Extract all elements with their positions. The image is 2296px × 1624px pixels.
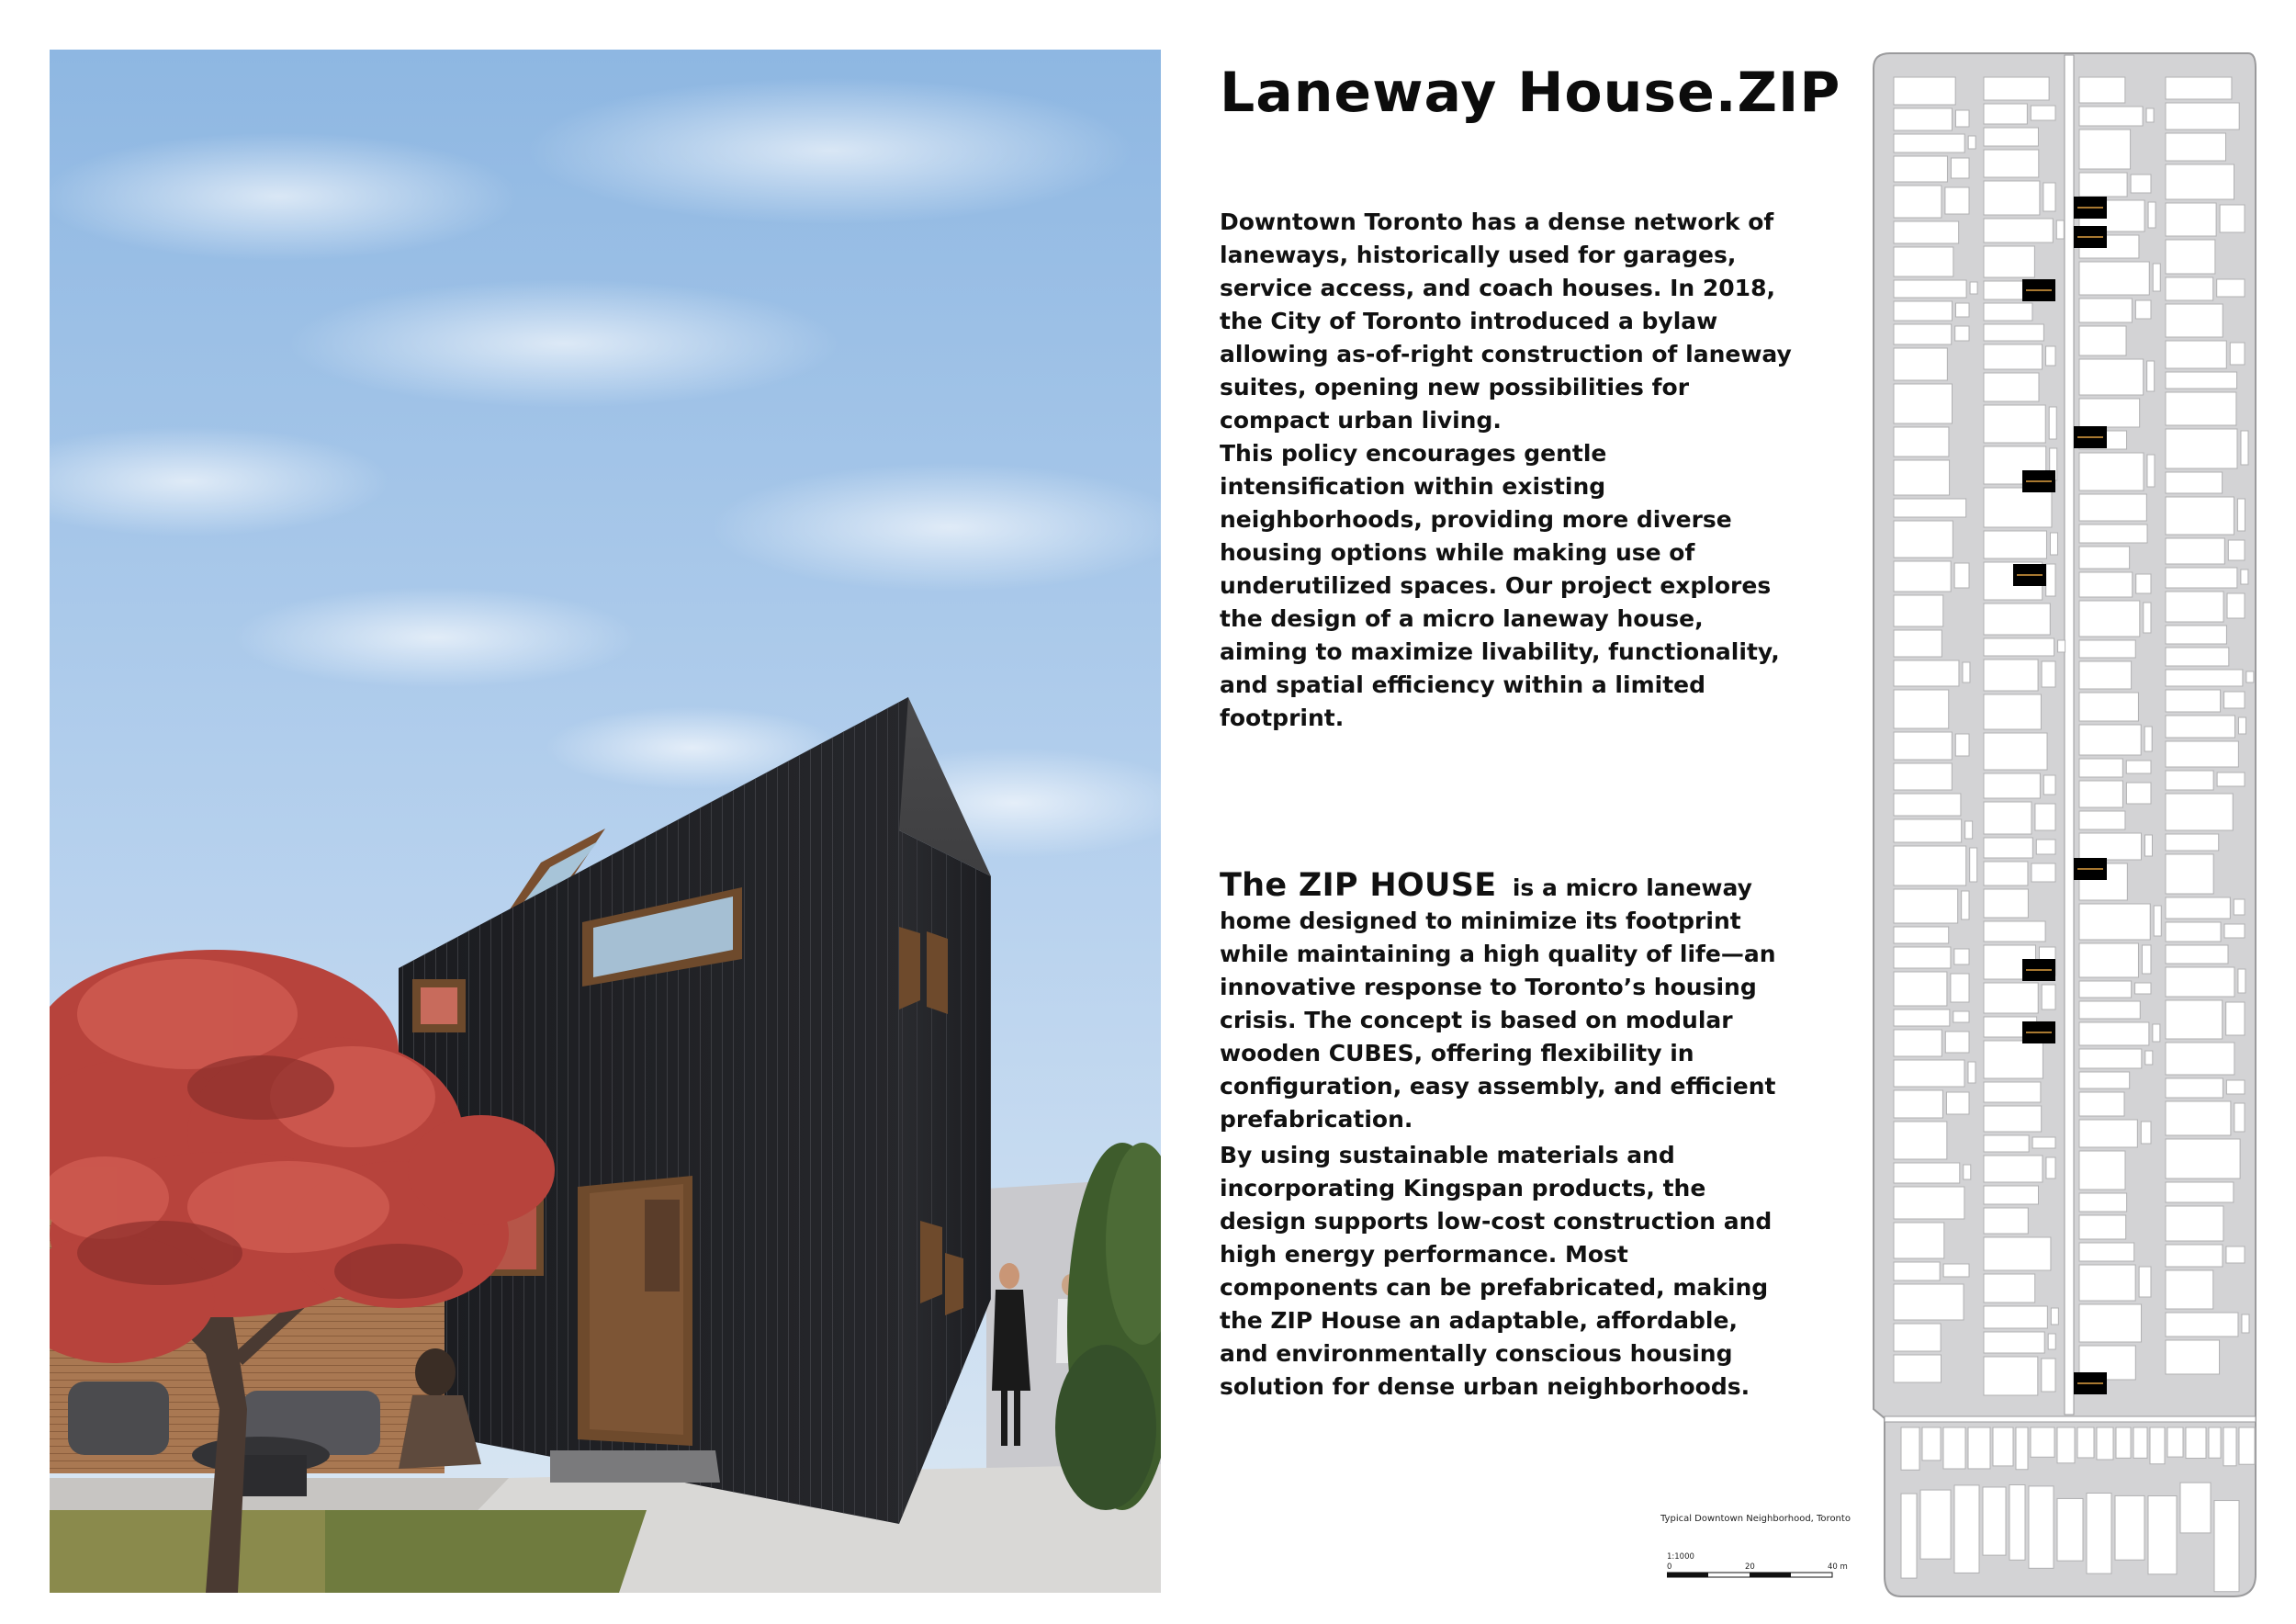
plan-building [2166, 834, 2219, 851]
plan-building [2079, 1265, 2135, 1301]
plan-building [2079, 173, 2127, 197]
plan-building [1894, 947, 1951, 968]
plan-building [1894, 134, 1964, 152]
plan-building [2153, 264, 2160, 291]
plan-building [2135, 300, 2151, 319]
plan-building [2079, 1092, 2124, 1116]
plan-building [2031, 1427, 2054, 1457]
plan-building [1894, 794, 1961, 816]
plan-building [2048, 1334, 2055, 1349]
plan-building [2046, 346, 2055, 366]
plan-building [2166, 1000, 2223, 1039]
plan-building [2126, 783, 2151, 804]
plan-building [2079, 1072, 2130, 1088]
plan-building [2031, 106, 2055, 120]
plan-building [2116, 1427, 2131, 1458]
plan-building [1984, 128, 2038, 146]
plan-building [2166, 1245, 2223, 1267]
plan-building [2148, 1496, 2177, 1574]
plan-building [2166, 854, 2213, 894]
plan-building [1954, 949, 1969, 964]
plan-building [1894, 280, 1966, 298]
plan-building [1984, 773, 2040, 798]
plan-building [2166, 392, 2236, 425]
plan-building [1901, 1494, 1917, 1578]
plan-building [2246, 671, 2254, 682]
plan-building [1894, 1090, 1942, 1118]
plan-building [2166, 670, 2243, 686]
plan-building [2166, 372, 2237, 389]
plan-building [1894, 324, 1952, 344]
plan-building [2239, 1427, 2255, 1464]
plan-building [2042, 1359, 2055, 1392]
plan-building [2166, 716, 2234, 738]
plan-building [2136, 574, 2151, 593]
plan-building [2209, 1427, 2221, 1458]
plan-building [1984, 324, 2043, 341]
plan-building [1955, 303, 1969, 317]
plan-building [2135, 983, 2151, 994]
plan-building [2227, 593, 2245, 618]
plan-building [2079, 299, 2132, 322]
plan-building [2241, 570, 2248, 584]
plan-building [2144, 835, 2152, 856]
plan-building [1984, 1332, 2044, 1353]
plan-building [1894, 889, 1958, 923]
plan-building [2228, 540, 2245, 560]
plan-building [2049, 407, 2056, 439]
plan-building [2079, 1243, 2134, 1261]
plan-building [2153, 1024, 2160, 1042]
plan-building [2226, 1080, 2245, 1094]
plan-building [2166, 945, 2228, 964]
plan-building [2079, 661, 2132, 689]
plan-building [2079, 1304, 2142, 1342]
plan-building [1894, 427, 1949, 457]
plan-building [2214, 1501, 2239, 1592]
plan-building [1984, 1135, 2029, 1152]
plan-building [1965, 821, 1973, 839]
plan-building [2079, 572, 2133, 597]
plan-building [2079, 1151, 2125, 1190]
plan-building [2223, 1427, 2236, 1466]
plan-building [1894, 630, 1941, 657]
plan-building [2079, 326, 2126, 355]
plan-building [1970, 282, 1977, 294]
plan-building [2166, 1101, 2231, 1135]
plan-building [1894, 927, 1949, 943]
plan-building [1894, 1355, 1941, 1382]
plan-building [1984, 1106, 2042, 1132]
plan-building [1922, 1427, 1941, 1460]
plan-building [1954, 1485, 1979, 1573]
plan-building [2166, 794, 2233, 830]
plan-building [1894, 1284, 1964, 1320]
plan-building [2166, 497, 2234, 535]
plan-building [2166, 592, 2223, 622]
plan-building [1894, 108, 1952, 130]
plan-building [1945, 187, 1969, 214]
plan-building [2166, 77, 2232, 99]
plan-building [2166, 897, 2230, 919]
plan-building [2166, 240, 2215, 274]
plan-building [1946, 1092, 1969, 1114]
plan-building [1984, 303, 2032, 321]
plan-building [1993, 1427, 2013, 1466]
plan-building [2166, 304, 2223, 337]
plan-building [2050, 533, 2057, 555]
plan-building [2079, 494, 2146, 521]
plan-building [2087, 1494, 2111, 1574]
plan-building [2145, 1051, 2153, 1065]
plan-building [2166, 967, 2234, 997]
scale-bar [1667, 1551, 1851, 1587]
plan-building [1943, 1264, 1969, 1277]
scale-tick-40: 40 m [1828, 1562, 1848, 1572]
plan-building [2224, 692, 2245, 708]
plan-building [2079, 640, 2135, 658]
plan-building [2079, 399, 2140, 427]
plan-building [1955, 110, 1969, 127]
plan-building [2079, 781, 2122, 807]
plan-building [2166, 1139, 2240, 1179]
plan-building [1894, 846, 1966, 885]
plan-building [1984, 150, 2039, 177]
plan-building [2057, 1498, 2083, 1561]
plan-building [1894, 156, 1947, 182]
plan-building [1984, 373, 2039, 401]
intro-paragraph-2: This policy encourages gentle intensification within existing neighborhoods, providing more diverse housing options while making use of underutilized spaces. Our project explores the design of a micro laneway house, aiming to maximize livability, functionality, and spatial efficiency within a limited footprint. [1220, 440, 1780, 731]
plan-building [1894, 1009, 1950, 1026]
plan-building [2097, 1427, 2113, 1460]
plan-building [2167, 1427, 2183, 1457]
plan-building [1954, 563, 1969, 588]
plan-building [1984, 77, 2049, 100]
plan-building [1894, 77, 1955, 105]
plan-building [1984, 921, 2045, 942]
plan-building [1984, 531, 2046, 558]
plan-building [2079, 601, 2140, 637]
plan-building [1984, 1082, 2041, 1102]
plan-building [1984, 488, 2052, 527]
plan-building [1894, 1187, 1964, 1219]
plan-building [2238, 717, 2245, 734]
plan-building [1964, 1165, 1971, 1179]
plan-building [2146, 108, 2154, 122]
plan-building [1984, 638, 2054, 656]
plan-building [1984, 1357, 2038, 1395]
house-render-image [50, 50, 1161, 1593]
plan-building [2077, 1427, 2094, 1458]
plan-building [1984, 733, 2047, 770]
plan-building [2166, 626, 2226, 644]
plan-building [2058, 640, 2065, 652]
plan-building [2009, 1484, 2025, 1560]
plan-building [2148, 202, 2155, 228]
plan-building [1894, 521, 1953, 558]
plan-building [2042, 661, 2055, 687]
plan-building [2166, 538, 2224, 564]
plan-building [2147, 361, 2155, 391]
plan-building [2079, 943, 2138, 977]
plan-building [1955, 326, 1969, 341]
plan-building [2166, 164, 2234, 199]
plan-building [2147, 455, 2155, 487]
plan-building [2079, 262, 2149, 295]
plan-building [1962, 891, 1969, 919]
zip-house-paragraph-1 [1220, 869, 1794, 1136]
plan-building [1984, 1208, 2028, 1234]
plan-building [1984, 889, 2028, 918]
plan-building [1963, 662, 1970, 682]
plan-building [2142, 945, 2151, 974]
plan-building [1894, 595, 1943, 626]
plan-building [2139, 1267, 2151, 1297]
plan-building [1984, 1041, 2043, 1078]
plan-building [2046, 1157, 2055, 1179]
scale-tick-20: 20 [1745, 1562, 1755, 1572]
plan-building [2079, 524, 2147, 543]
plan-building [1951, 974, 1969, 1002]
plan-building [1894, 561, 1951, 592]
plan-building [2079, 359, 2144, 395]
plan-building [2115, 1495, 2144, 1560]
plan-building [2180, 1483, 2211, 1533]
plan-building [2016, 1427, 2028, 1470]
plan-building [1894, 660, 1959, 686]
plan-building [2166, 203, 2216, 236]
plan-building [1984, 219, 2053, 242]
plan-building [2079, 904, 2150, 940]
plan-building [2226, 1002, 2245, 1035]
plan-building [1968, 1427, 1990, 1469]
zip-house-heading: The ZIP HOUSE [1220, 867, 1497, 904]
plan-building [2150, 1427, 2165, 1464]
plan-building [2079, 130, 2131, 169]
plan-building [2079, 1193, 2127, 1212]
plan-building [2234, 1103, 2245, 1132]
scale-ratio: 1:1000 [1667, 1552, 1694, 1562]
plan-building [1984, 983, 2038, 1013]
plan-building [1984, 694, 2041, 729]
zip-house-paragraph-1-text: is a micro laneway home designed to minimize its footprint while maintaining a high quality of life—an innovative response to Toronto’s housing crisis. The concept is based on modular wooden CUBES, offering flexibility in configuration, easy assembly, and efficient prefabrication. [1220, 874, 1776, 1133]
plan-building [2230, 343, 2245, 365]
plan-building [2035, 804, 2055, 830]
plan-building [2166, 1313, 2238, 1336]
plan-building [1894, 301, 1952, 321]
plan-building [2224, 924, 2245, 938]
plan-building [2079, 759, 2122, 777]
plan-building [2166, 1043, 2234, 1075]
plan-building [1894, 348, 1947, 380]
plan-building [1968, 1062, 1975, 1083]
plan-building [2241, 431, 2248, 465]
plan-building [1984, 1237, 2051, 1270]
plan-building [2079, 1049, 2142, 1068]
plan-building [2079, 1215, 2126, 1239]
plan-building [2079, 1120, 2137, 1147]
plan-building [1894, 1163, 1960, 1183]
plan-building [2046, 564, 2055, 596]
plan-building [1894, 1030, 1941, 1056]
plan-building [2079, 693, 2138, 721]
plan-building [2166, 922, 2221, 942]
plan-building [1968, 136, 1975, 149]
plan-building [2036, 840, 2055, 854]
plan-building [2079, 981, 2132, 998]
plan-building [2043, 183, 2055, 211]
plan-building [2079, 107, 2143, 126]
plan-building [1984, 802, 2032, 834]
page-title: Laneway House.ZIP [1220, 61, 1841, 125]
plan-building [1894, 1262, 1940, 1280]
plan-building [1894, 460, 1950, 495]
plan-building [2032, 863, 2055, 882]
plan-building [1894, 247, 1953, 276]
plan-building [1984, 1186, 2038, 1204]
plan-building [1894, 732, 1952, 760]
plan-building [2234, 899, 2245, 915]
plan-building [1894, 763, 1952, 790]
plan-building [2166, 341, 2226, 368]
plan-building [2186, 1427, 2206, 1459]
plan-building [1984, 344, 2043, 369]
plan-building [2032, 1137, 2055, 1148]
plan-building [2217, 279, 2245, 297]
site-plan-map [1864, 50, 2259, 1602]
plan-building [2237, 499, 2245, 531]
plan-building [2144, 727, 2152, 751]
plan-building [2242, 1314, 2249, 1333]
plan-building [1955, 734, 1969, 756]
plan-building [2131, 175, 2151, 193]
plan-building [1984, 1306, 2047, 1328]
plan-building [2057, 1427, 2075, 1463]
plan-building [1943, 1427, 1965, 1469]
plan-building [1983, 1487, 2006, 1555]
plan-building [2226, 1246, 2245, 1263]
plan-building [2051, 1308, 2058, 1325]
plan-building [2079, 1001, 2140, 1019]
plan-building [1894, 221, 1959, 243]
plan-building [1984, 181, 2040, 215]
plan-building [1984, 660, 2038, 691]
plan-building [2238, 969, 2245, 993]
plan-building [2029, 1486, 2054, 1568]
plan-building [2079, 833, 2141, 860]
plan-building [2166, 277, 2213, 300]
plan-building [2166, 429, 2237, 468]
plan-building [1920, 1490, 1951, 1559]
plan-building [2079, 811, 2125, 829]
plan-building [1894, 1122, 1947, 1159]
plan-building [2079, 725, 2141, 755]
plan-building [2043, 775, 2055, 795]
plan-building [2141, 1122, 2151, 1144]
site-plan-caption: Typical Downtown Neighborhood, Toronto [1660, 1514, 1851, 1524]
plan-building [1901, 1427, 1919, 1470]
intro-paragraph-1: Downtown Toronto has a dense network of laneways, historically used for garages, service access, and coach houses. In 2018, the City of Toronto introduced a bylaw allowing as-of-right construction of laneway suites, opening new possibilities for compact urban living. [1220, 209, 1792, 434]
plan-building [2166, 103, 2239, 130]
scale-tick-0: 0 [1667, 1562, 1672, 1572]
plan-building [2154, 906, 2161, 936]
plan-building [1894, 819, 1962, 842]
plan-building [1894, 499, 1966, 517]
plan-building [1984, 838, 2032, 858]
plan-building [2217, 773, 2245, 786]
plan-building [1984, 603, 2050, 635]
plan-building [2079, 453, 2144, 491]
plan-building [1894, 690, 1949, 728]
plan-building [2166, 1182, 2234, 1202]
plan-building [2220, 205, 2245, 232]
plan-building [2126, 761, 2151, 773]
plan-building [1984, 1156, 2043, 1182]
plan-building [2144, 603, 2151, 633]
plan-building [2133, 1427, 2147, 1458]
plan-building [2166, 1270, 2213, 1309]
plan-building [1894, 972, 1947, 1006]
plan-building [2166, 133, 2225, 161]
plan-building [1894, 1060, 1964, 1087]
plan-building [2042, 985, 2055, 1009]
plan-building [1984, 1274, 2035, 1303]
plan-building [2166, 648, 2229, 666]
plan-building [2166, 568, 2237, 588]
plan-building [1984, 246, 2034, 277]
plan-building [2166, 1078, 2223, 1098]
plan-building [2166, 472, 2223, 493]
plan-building [2166, 1206, 2223, 1241]
plan-building [1894, 1223, 1944, 1258]
plan-building [2056, 220, 2064, 239]
plan-building [2166, 1340, 2220, 1374]
plan-building [1953, 1011, 1969, 1022]
plan-building [1970, 848, 1977, 882]
plan-building [1945, 1032, 1969, 1053]
zip-house-paragraph-2: By using sustainable materials and incorporating Kingspan products, the design supports low-cost construction and high energy performance. Most components can be prefabricated, making the ZIP House an adaptable, affordable, and environmentally conscious housing solution for dense urban neighborhoods. [1220, 1142, 1773, 1400]
plan-building [2079, 1022, 2149, 1045]
plan-building [1894, 1324, 1941, 1351]
plan-building [2166, 741, 2238, 767]
plan-building [1984, 405, 2045, 443]
plan-building [1984, 862, 2028, 885]
plan-building [2079, 547, 2130, 569]
plan-building [1894, 384, 1953, 423]
plan-building [1894, 186, 1941, 218]
plan-building [2079, 77, 2125, 103]
plan-building [2166, 690, 2221, 712]
plan-building [2166, 771, 2213, 790]
plan-building [1951, 158, 1969, 178]
plan-building [1984, 104, 2027, 124]
